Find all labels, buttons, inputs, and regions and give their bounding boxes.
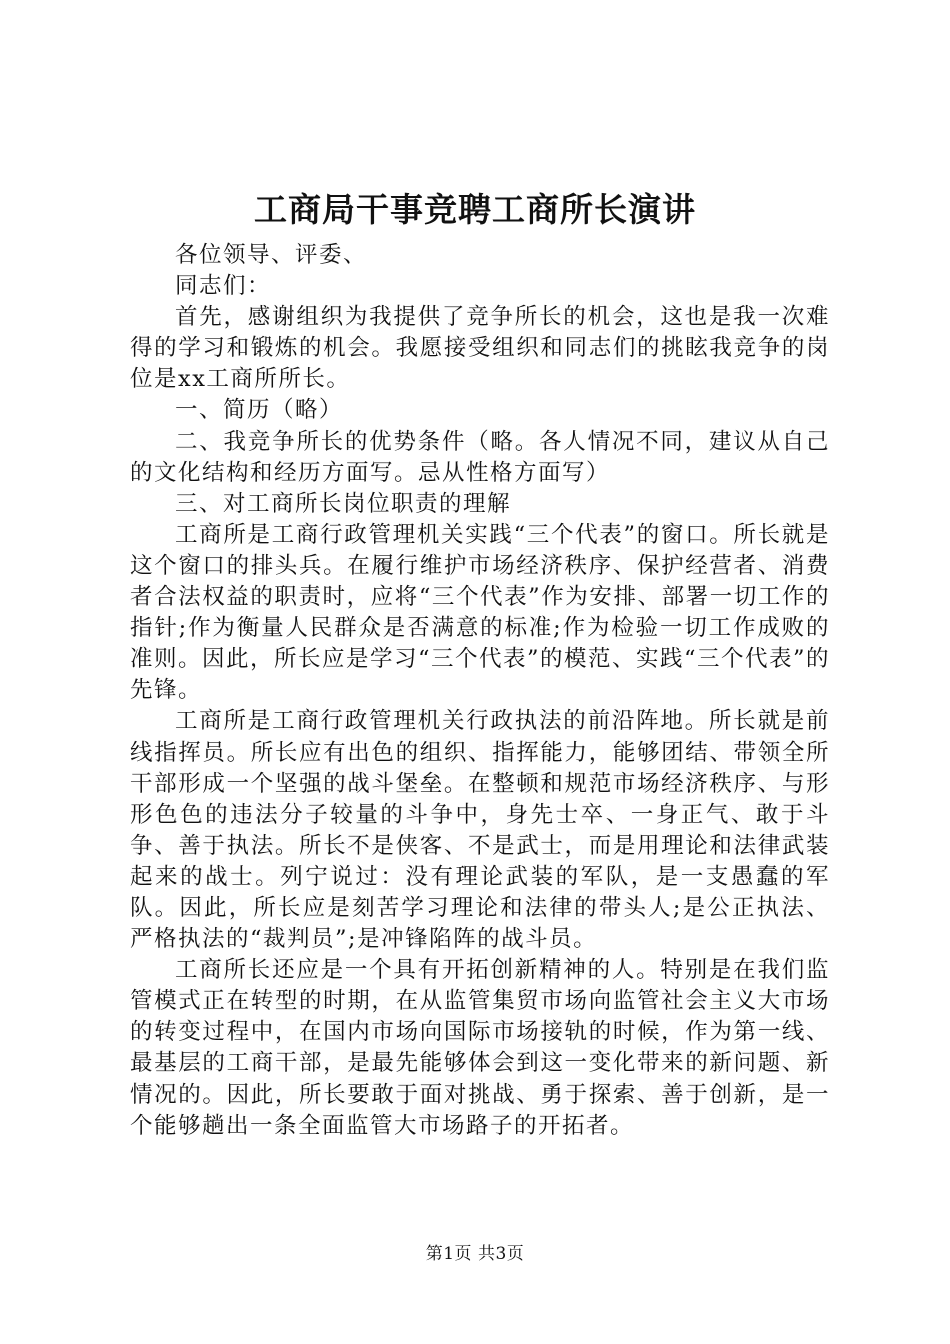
document-body xyxy=(130,240,830,1142)
paragraph-innovation: 工商所长还应是一个具有开拓创新精神的人。特别是在我们监管模式正在转型的时期，在从监管集贸市场向监管社会主义大市场的转变过程中，在国内市场向国际市场接轨的时候，作为第一线、最基层的工商干部，是最先能够体会到这一变化带来的新问题、新情况的。因此，所长要敢于面对挑战、勇于探索、善于创新，是一个能够趟出一条全面监管大市场路子的开拓者。 xyxy=(130,957,830,1139)
paragraph-window: 工商所是工商行政管理机关实践“三个代表”的窗口。所长就是这个窗口的排头兵。在履行维护市场经济秩序、保护经营者、消费者合法权益的职责时，应将“三个代表”作为安排、部署一切工作的指针;作为衡量人民群众是否满意的标准;作为检验一切工作成败的准则。因此，所长应是学习“三个代表”的模范、实践“三个代表”的先锋。 xyxy=(130,521,831,704)
paragraph-frontline: 工商所是工商行政管理机关行政执法的前沿阵地。所长就是前线指挥员。所长应有出色的组织、指挥能力，能够团结、带领全所干部形成一个坚强的战斗堡垒。在整顿和规范市场经济秩序、与形形色色的违法分子较量的斗争中，身先士卒、一身正气、敢于斗争、善于执法。所长不是侠客、不是武士，而是用理论和法律武装起来的战士。列宁说过：没有理论武装的军队，是一支愚蠢的军队。因此，所长应是刻苦学习理论和法律的带头人;是公正执法、严格执法的“裁判员”;是冲锋陷阵的战斗员。 xyxy=(130,708,830,953)
page-footer: 第1页 共3页 xyxy=(425,1244,525,1264)
section-heading-understanding: 三、对工商所长岗位职责的理解 xyxy=(175,490,512,517)
salutation-line-1: 各位领导、评委、 xyxy=(175,242,368,268)
paragraph-opening: 首先，感谢组织为我提供了竞争所长的机会，这也是我一次难得的学习和锻炼的机会。我愿接受组织和同志们的挑眩我竞争的岗位是xx工商所所长。 xyxy=(130,304,830,393)
section-heading-advantages: 二、我竞争所长的优势条件（略。各人情况不同，建议从自己的文化结构和经历方面写。忌从性格方面写） xyxy=(130,428,830,486)
section-heading-resume: 一、简历（略） xyxy=(175,397,344,424)
document-title: 工商局干事竞聘工商所长演讲 xyxy=(254,190,696,229)
salutation-line-2: 同志们： xyxy=(175,273,272,300)
